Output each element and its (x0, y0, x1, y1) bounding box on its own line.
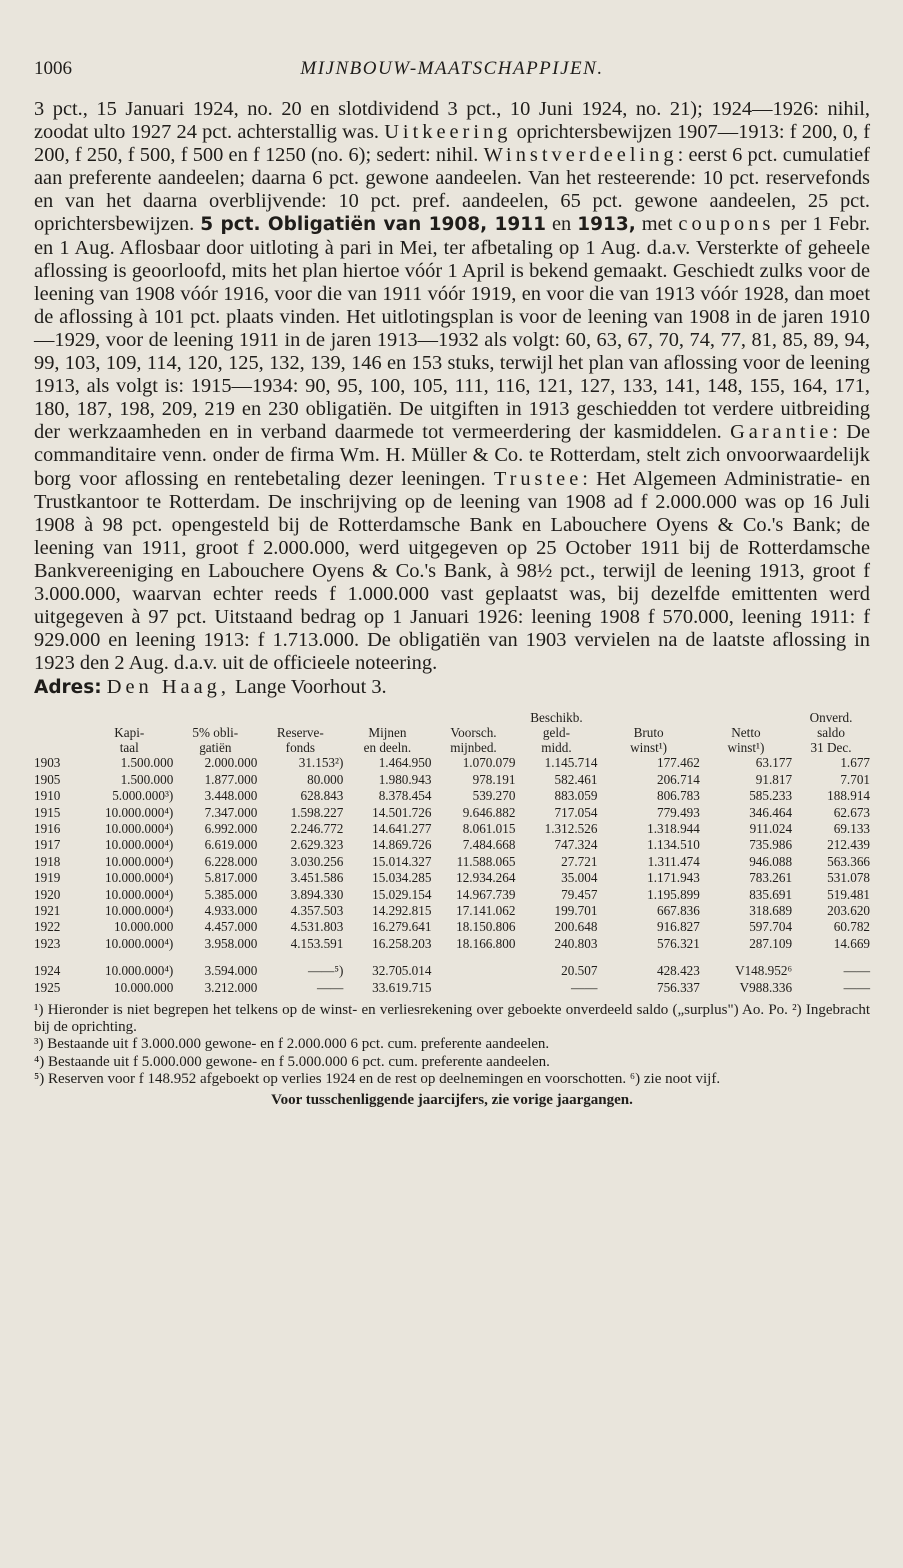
column-header-line: mijnbed. (450, 740, 497, 756)
table-cell: 69.133 (833, 820, 870, 836)
row-year: 1924 (34, 963, 61, 979)
table-cell: 2.246.772 (290, 820, 344, 836)
row-year: 1903 (34, 755, 61, 771)
row-year: 1917 (34, 837, 61, 853)
table-cell: 240.803 (554, 935, 598, 951)
table-cell: 1.598.227 (290, 804, 344, 820)
table-cell: 539.270 (472, 788, 516, 804)
table-cell: 3.958.000 (204, 935, 258, 951)
table-cell: 835.691 (749, 886, 793, 902)
body-text (34, 98, 870, 700)
table-cell: 200.648 (554, 919, 598, 935)
table-cell: 531.078 (827, 870, 870, 886)
closing-note: Voor tusschenliggende jaarcijfers, zie vorige jaargangen. (271, 1092, 633, 1109)
table-cell: V988.336 (739, 979, 793, 995)
table-cell: 177.462 (656, 755, 700, 771)
table-cell: 10.000.000 (113, 919, 174, 935)
table-cell: 1.145.714 (544, 755, 598, 771)
column-header-line: geld- (542, 725, 570, 741)
table-cell: 287.109 (749, 935, 793, 951)
page-header (34, 58, 870, 98)
table-cell: 597.704 (749, 919, 793, 935)
table-cell: 14.669 (833, 935, 870, 951)
table-cell: 1.464.950 (378, 755, 432, 771)
table-cell: 14.501.726 (372, 804, 432, 820)
text-run: : eerst 6 pct. cumulatief aan preferente aandeelen; daarna 6 pct. gewone aandeelen. Van het resteerende: 10 pct. reservefonds en van het daarna overblijvende: 10 pct. pref. aandeelen, 65 pct. gewone aandeelen, 25 pct. oprichtersbewijzen. (34, 144, 870, 236)
table-cell: 6.992.000 (204, 820, 258, 836)
column-header (792, 710, 870, 755)
table-cell: 10.000.000⁴) (104, 935, 174, 951)
table-cell: 27.721 (561, 853, 598, 869)
table-cell (431, 980, 515, 996)
table-cell: 32.705.014 (372, 963, 432, 979)
table-cell: 3.448.000 (204, 788, 258, 804)
column-header-line: 31 Dec. (810, 740, 852, 756)
table-cell: 14.967.739 (456, 886, 516, 902)
table-cell: 15.029.154 (372, 886, 432, 902)
table-cell: 10.000.000⁴) (104, 903, 174, 918)
table-cell: 10.000.000⁴) (104, 804, 174, 820)
table-cell: 12.934.264 (456, 870, 516, 886)
row-year: 1922 (34, 919, 61, 935)
row-year: 1905 (34, 771, 61, 787)
bond-heading-year: 1913, (577, 214, 636, 236)
column-header-line (257, 710, 343, 725)
table-cell: 1.877.000 (204, 771, 258, 787)
main-paragraph (34, 98, 870, 675)
table-cell: 667.836 (656, 903, 700, 918)
column-header-line: midd. (541, 740, 572, 756)
table-header-row (34, 710, 870, 755)
page (34, 58, 870, 1109)
table-cell: 15.034.285 (372, 870, 432, 886)
table-cell: 10.000.000 (113, 979, 174, 995)
column-header (85, 710, 173, 755)
table-cell: 203.620 (827, 903, 870, 918)
row-year: 1920 (34, 886, 61, 902)
text-run: en (545, 213, 578, 236)
column-header-line: en deeln. (363, 740, 412, 756)
table-row (34, 837, 870, 853)
address-label: Adres: (34, 677, 102, 699)
column-header-line: Netto (731, 725, 761, 741)
table-cell: —— (571, 979, 598, 995)
table-cell: 16.258.203 (372, 935, 432, 951)
table-cell: 10.000.000⁴) (104, 870, 174, 886)
table-cell: 2.000.000 (204, 755, 258, 771)
text-run: per 1 Febr. en 1 Aug. Aflosbaar door uitloting à pari in Mei, ter afbetaling op 1 Aug. d.a.v. Versterkte of geheele aflossing is geoorloofd, mits het plan hiertoe vóór 1 April is bekend gemaakt. Geschiedt zulks voor de leening van 1908 vóór 1916, voor die van 1911 vóór 1919, en voor die van 1913 vóór 1928, dan moet de aflossing à 101 pct. plaats vinden. Het uitlotingsplan is voor de leening van 1908 in de jaren 1910—1929, voor de leening 1911 in de jaren 1913—1932 als volgt: 60, 63, 67, 70, 74, 77, 81, 85, 89, 94, 99, 103, 109, 114, 120, 125, 132, 139, 146 en 153 stuks, terwijl het plan van aflossing voor de leening 1913, als volgt is: 1915—1934: 90, 95, 100, 105, 111, 116, 121, 127, 133, 141, 148, 155, 164, 171, 180, 187, 198, 209, 219 en 230 obligatiën. De uitgiften in 1913 geschiedden tot verdere uitbreiding der werkzaamheden en in verband daarmede tot vermeerdering der kasmiddelen. (34, 213, 870, 444)
table-row (34, 854, 870, 870)
footnote: ⁵) Reserven voor f 148.952 afgeboekt op verlies 1924 en de rest op deelnemingen en voorschotten. ⁶) zie noot vijf. (34, 1070, 721, 1087)
column-header-line: taal (119, 740, 139, 756)
table-cell: 7.347.000 (204, 804, 258, 820)
table-cell: 1.318.944 (647, 820, 700, 836)
column-header-line: 5% obli- (192, 725, 239, 741)
table-cell: 4.531.803 (290, 919, 344, 935)
table-cell: 15.014.327 (372, 853, 432, 869)
spaced-term-winstverdeeling: Winstverdeeling (483, 144, 678, 167)
table-cell: 60.782 (833, 919, 870, 935)
table-cell: 4.357.503 (290, 903, 344, 918)
table-row (34, 963, 870, 979)
table-row (34, 772, 870, 788)
table-cell: 20.507 (561, 963, 598, 979)
column-header-line: gatiën (199, 740, 232, 756)
table-cell: 9.646.882 (462, 804, 516, 820)
column-header (515, 710, 597, 755)
table-cell: 14.641.277 (372, 820, 432, 836)
row-year: 1918 (34, 853, 61, 869)
address-line (34, 675, 870, 700)
column-header-line: winst¹) (727, 740, 765, 756)
table-cell: 17.141.062 (456, 903, 516, 918)
table-cell: —— (316, 979, 344, 995)
table-cell: 6.619.000 (204, 837, 258, 853)
table-cell: 2.629.323 (290, 837, 344, 853)
table-cell: 3.594.000 (204, 963, 258, 979)
running-title: MIJNBOUW-MAATSCHAPPIJEN. (300, 58, 604, 79)
column-header-line: Reserve- (276, 725, 324, 741)
column-header-line (34, 740, 85, 755)
table-cell: 3.030.256 (290, 853, 344, 869)
row-year: 1923 (34, 935, 61, 951)
row-year: 1910 (34, 788, 61, 804)
column-header (343, 710, 431, 755)
address-city: Den Haag, (106, 676, 230, 699)
spaced-term-coupons: coupons (678, 213, 775, 236)
text-run: met (635, 213, 679, 236)
table-row (34, 903, 870, 919)
row-year: 1916 (34, 820, 61, 836)
column-header-line: Mijnen (368, 725, 407, 741)
table-cell: V148.952⁶ (735, 963, 793, 979)
row-year: 1919 (34, 870, 61, 886)
table-cell: 1.980.943 (378, 771, 432, 787)
footnote: ³) Bestaande uit f 3.000.000 gewone- en f 2.000.000 6 pct. cum. preferente aandeelen. (34, 1036, 550, 1053)
table-cell: 783.261 (749, 870, 793, 886)
column-header-line: Bruto (633, 725, 664, 741)
table-cell: 10.000.000⁴) (104, 820, 174, 836)
table-cell: 1.171.943 (647, 870, 700, 886)
table-row (34, 936, 870, 952)
table-cell: 206.714 (656, 771, 700, 787)
table-head (34, 710, 870, 755)
column-header-line (85, 710, 173, 725)
spaced-term-garantie: Garantie (730, 421, 833, 444)
table-body (34, 755, 870, 952)
table-row (34, 805, 870, 821)
table-cell: 1.070.079 (462, 755, 516, 771)
row-year: 1921 (34, 903, 61, 918)
table-row (34, 919, 870, 935)
text-run: 3 pct., 15 Januari 1924, no. 20 en slotdividend 3 pct., 10 Juni 1924, no. 21); 1924—1926: nihil, zoodat ulto 1927 24 pct. achterstallig was. (34, 98, 870, 144)
table-cell: 911.024 (749, 820, 793, 836)
table-row (34, 788, 870, 804)
table-row (34, 980, 870, 996)
table-cell: 1.677 (840, 755, 870, 771)
column-header (597, 710, 699, 755)
footnotes (34, 1002, 870, 1088)
table-cell: 18.166.800 (456, 935, 516, 951)
table-cell: 7.484.668 (462, 837, 516, 853)
table-cell: 519.481 (827, 886, 870, 902)
table-cell: 1.311.474 (647, 853, 700, 869)
table-cell: 428.423 (656, 963, 700, 979)
table-cell: 8.378.454 (378, 788, 432, 804)
table-cell: —— (843, 963, 870, 979)
table-cell: 80.000 (307, 771, 344, 787)
table-cell: 756.337 (656, 979, 700, 995)
table-cell: 1.195.899 (647, 886, 700, 902)
table-cell: 16.279.641 (372, 919, 432, 935)
table-cell: 212.439 (827, 837, 870, 853)
table-cell: 11.588.065 (456, 853, 516, 869)
table-spacer (34, 952, 870, 963)
column-header-line (173, 710, 257, 725)
table-cell: 4.457.000 (204, 919, 258, 935)
table-cell: 33.619.715 (372, 979, 432, 995)
column-header-line: saldo (817, 725, 845, 741)
column-header-line: Voorsch. (450, 725, 497, 741)
table-cell: 5.000.000³) (112, 788, 174, 804)
column-header (34, 710, 85, 755)
table-cell: 5.817.000 (204, 870, 258, 886)
table-cell: 779.493 (656, 804, 700, 820)
table-cell: 10.000.000⁴) (104, 886, 174, 902)
table-row (34, 870, 870, 886)
column-header (700, 710, 792, 755)
financial-table (34, 710, 870, 996)
table-cell: 10.000.000⁴) (104, 837, 174, 853)
table-cell: 7.701 (840, 771, 870, 787)
spaced-term-uitkeering: Uitkeering (384, 121, 512, 144)
column-header-line (343, 710, 431, 725)
bond-heading: 5 pct. Obligatiën van 1908, 1911 (200, 214, 546, 236)
column-header-line: Kapi- (114, 725, 145, 741)
column-header (257, 710, 343, 755)
table-cell (431, 963, 515, 979)
table-cell: 14.869.726 (372, 837, 432, 853)
page-number: 1006 (34, 58, 72, 79)
row-year: 1925 (34, 979, 61, 995)
table-cell: 883.059 (554, 788, 598, 804)
text-run: : De commanditaire venn. onder de firma Wm. H. Müller & Co. te Rotterdam, stelt zich onvoorwaardelijk borg voor aflossing en rentebetaling dezer leeningen. (34, 421, 871, 490)
spaced-term-trustee: Trustee (493, 467, 583, 490)
row-year: 1915 (34, 804, 61, 820)
table-cell: 5.385.000 (204, 886, 258, 902)
table-cell: 1.500.000 (120, 755, 174, 771)
table-row (34, 821, 870, 837)
table-cell: 18.150.806 (456, 919, 516, 935)
table-cell: 79.457 (561, 886, 598, 902)
table-cell: 978.191 (472, 771, 516, 787)
table-cell: 63.177 (755, 755, 793, 771)
column-header-line: winst¹) (630, 740, 668, 756)
table-cell: 3.894.330 (290, 886, 344, 902)
table-cell: 582.461 (554, 771, 598, 787)
footnote: ⁴) Bestaande uit f 5.000.000 gewone- en f 5.000.000 6 pct. cum. preferente aandeelen. (34, 1053, 550, 1070)
table-cell: 916.827 (656, 919, 700, 935)
table-cell: 1.134.510 (647, 837, 700, 853)
table-cell: 1.500.000 (120, 771, 174, 787)
table-cell: 946.088 (749, 853, 793, 869)
table-body-later (34, 952, 870, 996)
address-street: Lange Voorhout 3. (229, 676, 387, 699)
column-header (431, 710, 515, 755)
column-header-line (431, 710, 515, 725)
column-header (173, 710, 257, 755)
table-cell: 4.153.591 (290, 935, 344, 951)
table-cell: 14.292.815 (372, 903, 432, 918)
table-cell: 6.228.000 (204, 853, 258, 869)
table-cell: 318.689 (749, 903, 793, 918)
text-run: : Het Algemeen Administratie- en Trustkantoor te Rotterdam. De inschrijving op de leening van 1908 ad f 2.000.000 was op 16 Juli 1908 à 98 pct. opengesteld bij de Rotterdamsche Bank en Labouchere Oyens & Co.'s Bank; de leening van 1911, groot f 2.000.000, werd uitgegeven op 25 October 1911 bij de Rotterdamsche Bankvereeniging en Labouchere Oyens & Co.'s Bank, à 98½ pct., terwijl de leening 1913, groot f 3.000.000, waarvan echter reeds f 1.000.000 vast geplaatst was, bij dezelfde emittenten werd uitgegeven à 97 pct. Uitstaand bedrag op 1 Januari 1926: leening 1908 f 570.000, leening 1911: f 929.000 en leening 1913: f 1.713.000. De obligatiën van 1903 vervielen na de laatste aflossing in 1923 den 2 Aug. d.a.v. uit de officieele noteering. (34, 467, 871, 675)
footnote: ¹) Hieronder is niet begrepen het telkens op de winst- en verliesrekening over geboekte onverdeeld saldo („surplus") Ao. Po. ²) Ingebracht bij de oprichting. (34, 1002, 870, 1036)
text-run: oprichtersbewijzen 1907—1913: f 200, 0, f 200, f 250, f 500, f 500 en f 1250 (no. 6); sedert: nihil. (34, 121, 870, 167)
table-cell: 735.986 (749, 837, 793, 853)
table-cell: ——⁵) (307, 963, 344, 979)
column-header-line (700, 710, 792, 725)
table-cell: 10.000.000⁴) (104, 963, 174, 979)
table-cell: 10.000.000⁴) (104, 853, 174, 869)
table-cell: 1.312.526 (544, 820, 598, 836)
column-header-line: fonds (285, 740, 315, 756)
table-cell: —— (843, 979, 870, 995)
table-cell: 717.054 (554, 804, 598, 820)
table-row (34, 755, 870, 771)
table-cell: 3.451.586 (290, 870, 344, 886)
table-cell: 585.233 (749, 788, 793, 804)
column-header-line: Beschikb. (530, 710, 583, 726)
table-cell: 628.843 (300, 788, 344, 804)
table-cell: 806.783 (656, 788, 700, 804)
table-row (34, 887, 870, 903)
column-header-line (597, 710, 699, 725)
table-cell: 346.464 (749, 804, 793, 820)
table-cell: 199.701 (554, 903, 598, 918)
column-header-line (34, 725, 85, 740)
table-cell: 35.004 (561, 870, 598, 886)
table-cell: 3.212.000 (204, 979, 258, 995)
table-cell: 576.321 (656, 935, 700, 951)
column-header-line (34, 710, 85, 725)
table-cell: 4.933.000 (204, 903, 258, 918)
table-cell: 31.153²) (298, 755, 344, 771)
table-cell: 188.914 (827, 788, 870, 804)
table-cell: 747.324 (554, 837, 598, 853)
table-cell: 8.061.015 (462, 820, 516, 836)
table-cell: 563.366 (827, 853, 870, 869)
table-cell: 91.817 (755, 771, 793, 787)
column-header-line: Onverd. (809, 710, 853, 726)
table-cell: 62.673 (833, 804, 870, 820)
